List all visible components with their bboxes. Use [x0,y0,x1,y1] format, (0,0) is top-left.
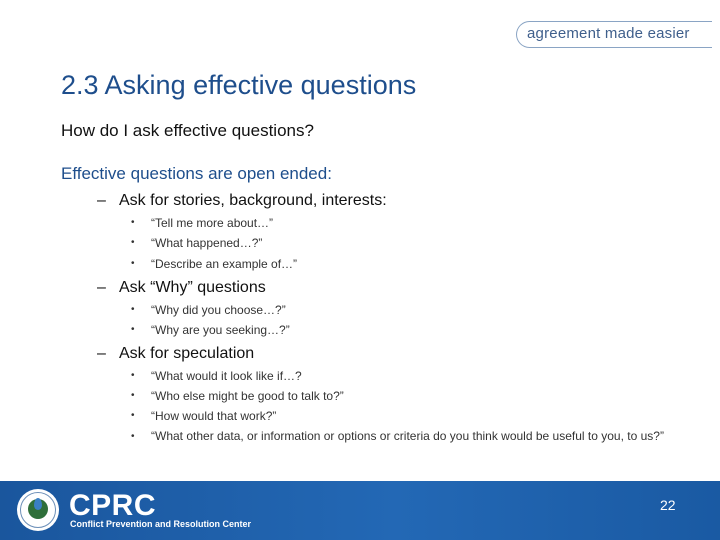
brand-logo-text: CPRC [69,489,157,522]
slide-subtitle: How do I ask effective questions? [61,121,314,140]
section-heading: – Ask for speculation [97,345,255,362]
brand-full-name: Conflict Prevention and Resolution Center [70,519,252,529]
section-heading-text: Ask for speculation [119,345,255,362]
page-number: 22 [660,497,676,513]
slide: agreement made easier 2.3 Asking effective questions How do I ask effective questions? Effective questions are open ended: – Ask for stories, background, interests: • “Tell me more about…” • “What happened…?” • “Describe an example of…” – Ask “Why” questions • “Why did you choose…?” • “Why are you seeking…?” – Ask for speculation • “What would it look like if…? • “Who else might be good to talk to?” • “How would that work?” • “What other data, or information or options or criteria do you think would be useful to you, to us?” CPRC Conflict Prevention and Resolution Center 22 [0,0,720,540]
section-heading: – Ask for stories, background, interests: [97,192,387,209]
slide-title: 2.3 Asking effective questions [61,70,417,100]
footer-bar [0,481,720,540]
section-heading-text: Ask for stories, background, interests: [119,192,387,209]
epa-seal-icon [17,489,59,531]
tagline-text: agreement made easier [527,25,690,42]
section-heading: – Ask “Why” questions [97,279,266,296]
tagline-badge [516,21,712,48]
section-heading-text: Ask “Why” questions [119,279,266,296]
lead-text: Effective questions are open ended: [61,164,332,183]
